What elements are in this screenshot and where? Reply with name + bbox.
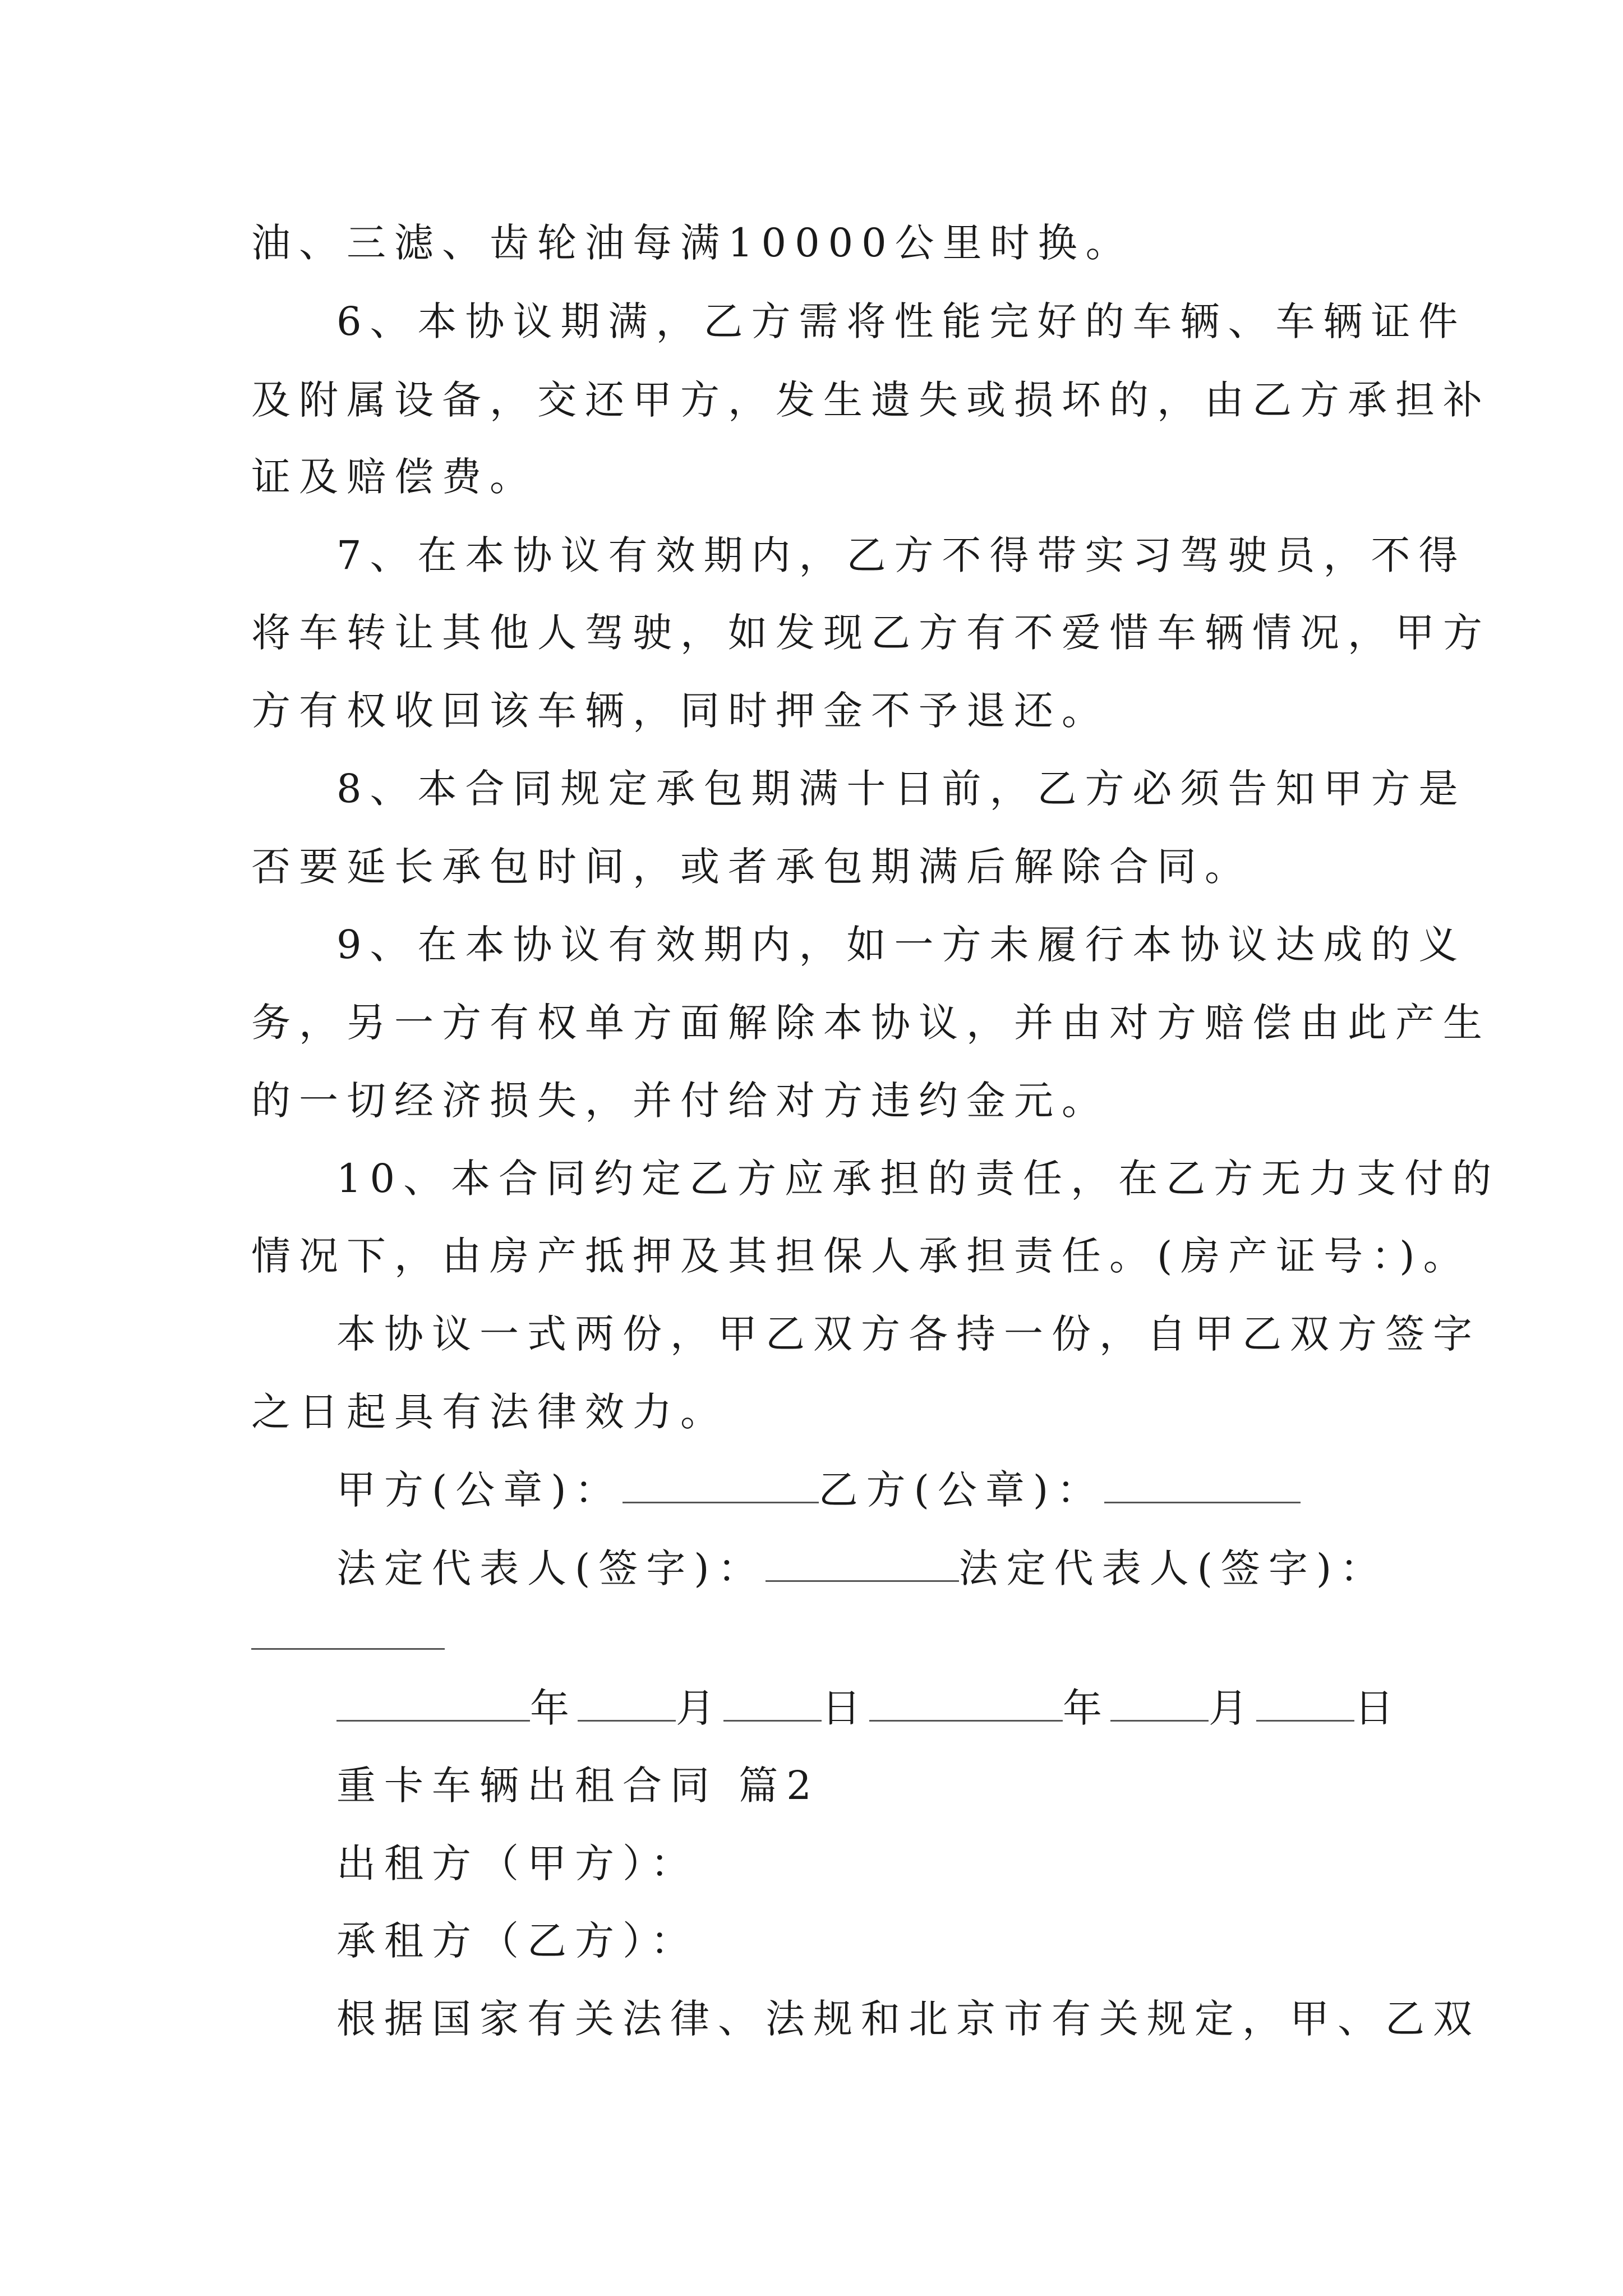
section-2-title: 重卡车辆出租合同 篇2 <box>336 1763 820 1809</box>
party-a-rep-label: 法定代表人(签字)： <box>336 1545 766 1591</box>
party-b-seal-label: 乙方(公章)： <box>818 1467 1105 1513</box>
representative-line <box>336 1538 1486 1599</box>
party-a-rep-blank <box>766 1541 959 1582</box>
date-line <box>336 1677 1486 1739</box>
month-a-label: 月 <box>676 1685 723 1731</box>
party-a-seal-blank <box>623 1462 819 1503</box>
clause-6-line-2: 及附属设备，交还甲方，发生遗失或损坏的，由乙方承担补 <box>251 377 1491 423</box>
section-2-intro: 根据国家有关法律、法规和北京市有关规定，甲、乙双 <box>336 1996 1481 2042</box>
day-a-blank <box>723 1681 822 1722</box>
party-b-seal-blank <box>1104 1462 1301 1503</box>
clause-10-line-2: 情况下，由房产抵押及其担保人承担责任。(房产证号：)。 <box>251 1233 1471 1279</box>
clause-8-line-1: 8、本合同规定承包期满十日前，乙方必须告知甲方是 <box>336 766 1467 812</box>
clause-7-line-3: 方有权收回该车辆，同时押金不予退还。 <box>251 688 1109 734</box>
clause-7-line-1: 7、在本协议有效期内，乙方不得带实习驾驶员，不得 <box>336 532 1467 578</box>
year-a-label: 年 <box>530 1685 578 1731</box>
party-a-seal-label: 甲方(公章)： <box>336 1467 623 1513</box>
clause-7-line-2: 将车转让其他人驾驶，如发现乙方有不爱惜车辆情况，甲方 <box>251 610 1491 656</box>
day-b-label: 日 <box>1354 1685 1402 1731</box>
clause-6-line-1: 6、本协议期满，乙方需将性能完好的车辆、车辆证件 <box>336 298 1467 344</box>
month-b-blank <box>1110 1681 1209 1722</box>
closing-line-1: 本协议一式两份，甲乙双方各持一份，自甲乙双方签字 <box>336 1311 1481 1357</box>
day-a-label: 日 <box>822 1685 869 1731</box>
lessee-label: 承租方（乙方）： <box>336 1918 698 1964</box>
representative-line-continued <box>251 1605 1401 1667</box>
month-a-blank <box>578 1681 676 1722</box>
year-b-label: 年 <box>1063 1685 1110 1731</box>
lessor-label: 出租方（甲方）： <box>336 1841 698 1887</box>
year-a-blank <box>336 1681 530 1722</box>
year-b-blank <box>869 1681 1063 1722</box>
closing-line-2: 之日起具有法律效力。 <box>251 1389 728 1435</box>
clause-6-line-3: 证及赔偿费。 <box>251 454 537 500</box>
party-b-rep-blank <box>251 1609 445 1650</box>
clause-9-line-3: 的一切经济损失，并付给对方违约金元。 <box>251 1078 1109 1124</box>
clause-8-line-2: 否要延长承包时间，或者承包期满后解除合同。 <box>251 844 1252 890</box>
clause-9-line-1: 9、在本协议有效期内，如一方未履行本协议达成的义 <box>336 922 1467 968</box>
day-b-blank <box>1256 1681 1354 1722</box>
clause-10-line-1: 10、本合同约定乙方应承担的责任，在乙方无力支付的 <box>336 1156 1500 1202</box>
clause-9-line-2: 务，另一方有权单方面解除本协议，并由对方赔偿由此产生 <box>251 1000 1491 1046</box>
month-b-label: 月 <box>1209 1685 1256 1731</box>
paragraph-line: 油、三滤、齿轮油每满10000公里时换。 <box>251 220 1133 266</box>
seal-line <box>336 1459 1486 1521</box>
party-b-rep-label: 法定代表人(签字)： <box>958 1545 1388 1591</box>
